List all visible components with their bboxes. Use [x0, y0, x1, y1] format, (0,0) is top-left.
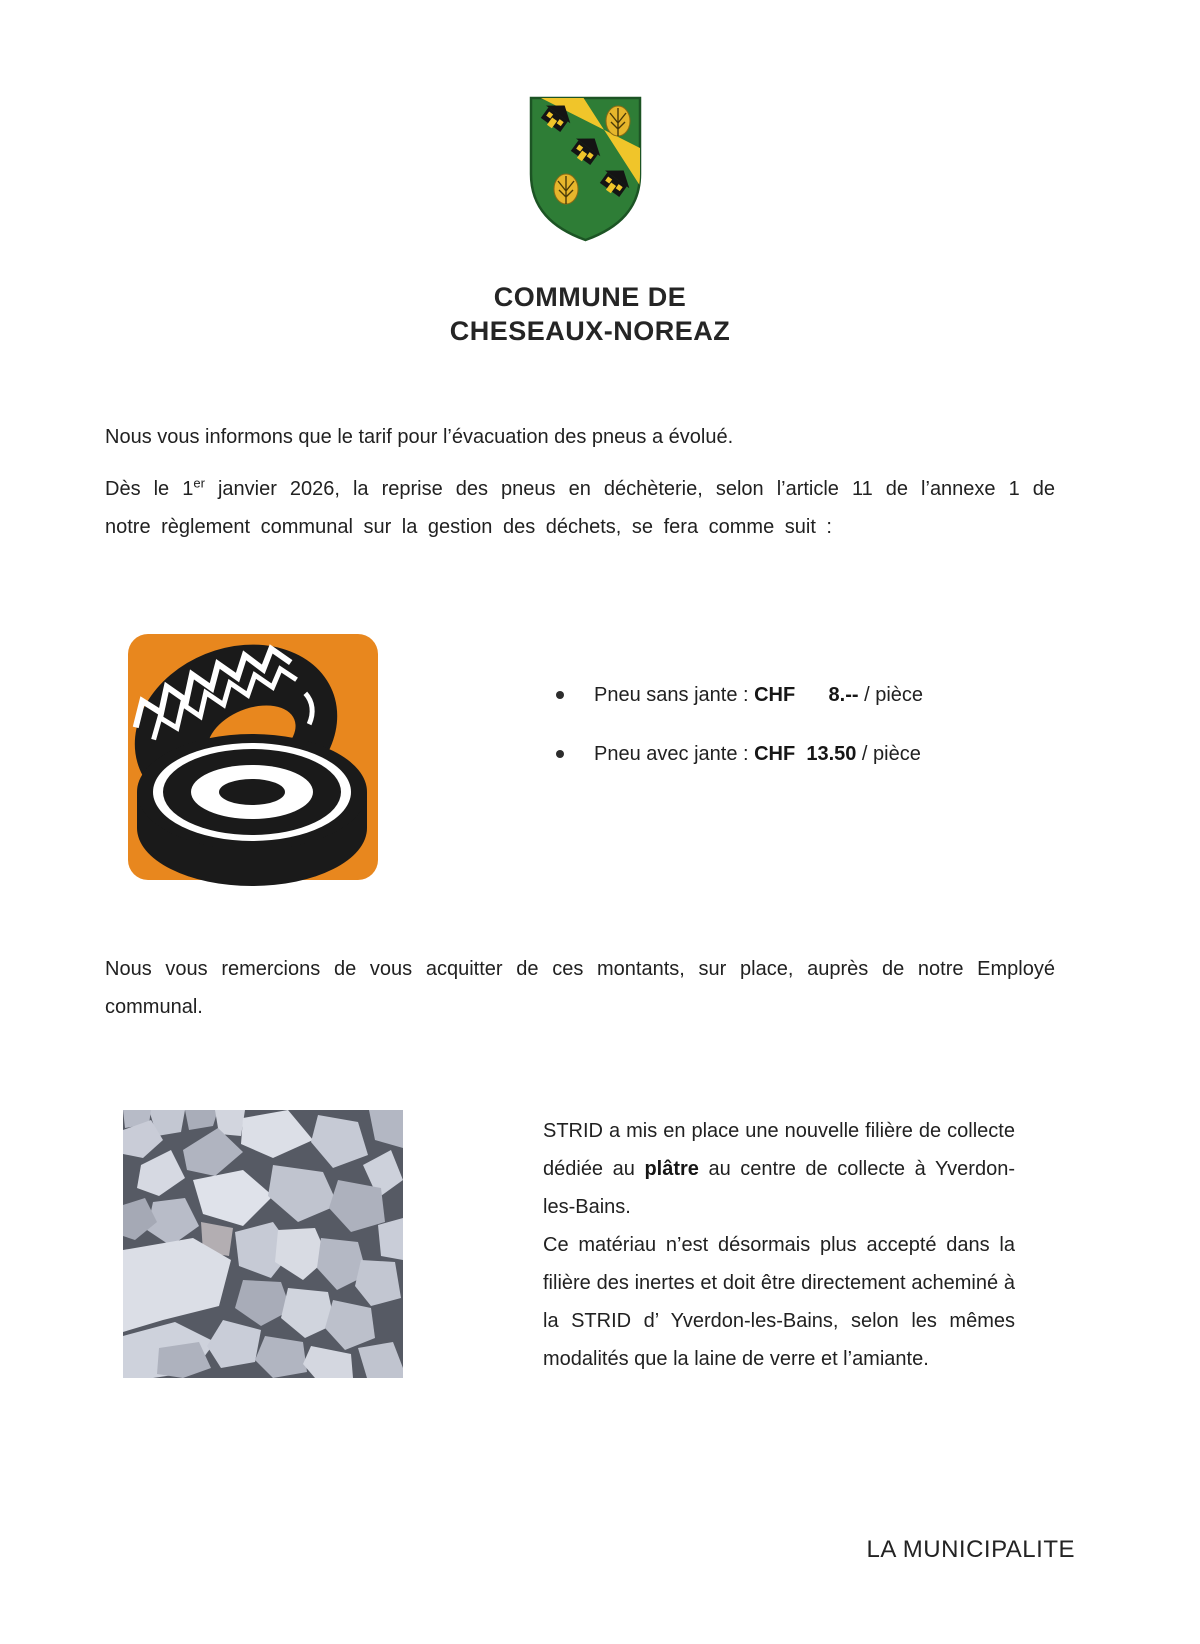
- tariff-text: [594, 676, 923, 714]
- strid-text-after: au centre de collecte à Yverdon-les-Bains.: [543, 1158, 1015, 1218]
- tariff-unit: / pièce: [856, 743, 921, 765]
- tariff-paragraph-rest: janvier 2026, la reprise des pneus en déchèterie, selon l’article 11 de l’annexe 1 de notre règlement communal sur la gestion des déchets, se fera comme suit :: [105, 478, 1055, 538]
- intro-paragraph: Nous vous informons que le tarif pour l’évacuation des pneus a évolué.: [105, 426, 734, 448]
- strid-paragraph-1: [543, 1112, 1015, 1226]
- strid-bold-word: plâtre: [644, 1158, 699, 1180]
- coat-of-arms-icon: [527, 94, 644, 244]
- strid-info-column: [543, 1112, 1015, 1378]
- plaster-rubble-image: [123, 1110, 403, 1378]
- title-line-2: CHESEAUX-NOREAZ: [449, 316, 731, 346]
- tariff-label: Pneu sans jante :: [594, 684, 755, 706]
- bullet-icon: [556, 691, 564, 699]
- bullet-icon: [556, 750, 564, 758]
- page-title: [390, 280, 790, 348]
- strid-text-before: STRID a mis en place une nouvelle filière de collecte dédiée au: [543, 1120, 1015, 1180]
- tariff-price: CHF 13.50: [754, 743, 857, 765]
- title-line-1: COMMUNE DE: [493, 282, 687, 312]
- tariff-label: Pneu avec jante :: [594, 743, 755, 765]
- tariff-item-no-rim: [556, 676, 923, 714]
- tariff-price: CHF 8.--: [754, 684, 859, 706]
- ordinal-superscript: er: [193, 475, 205, 491]
- payment-paragraph: Nous vous remercions de vous acquitter de ces montants, sur place, auprès de notre Employé communal.: [105, 958, 1055, 1018]
- tariff-text: [594, 735, 921, 773]
- signature: LA MUNICIPALITE: [866, 1536, 1075, 1563]
- tires-icon: [118, 630, 386, 888]
- strid-paragraph-2: Ce matériau n’est désormais plus accepté dans la filière des inertes et doit être directement acheminé à la STRID d’ Yverdon-les-Bains, selon les mêmes modalités que la laine de verre et l’amiante.: [543, 1234, 1015, 1370]
- tariff-paragraph-prefix: Dès le 1: [105, 478, 194, 500]
- tariff-unit: / pièce: [858, 684, 924, 706]
- tariff-change-paragraph: [105, 470, 1055, 546]
- tariff-item-with-rim: [556, 735, 921, 773]
